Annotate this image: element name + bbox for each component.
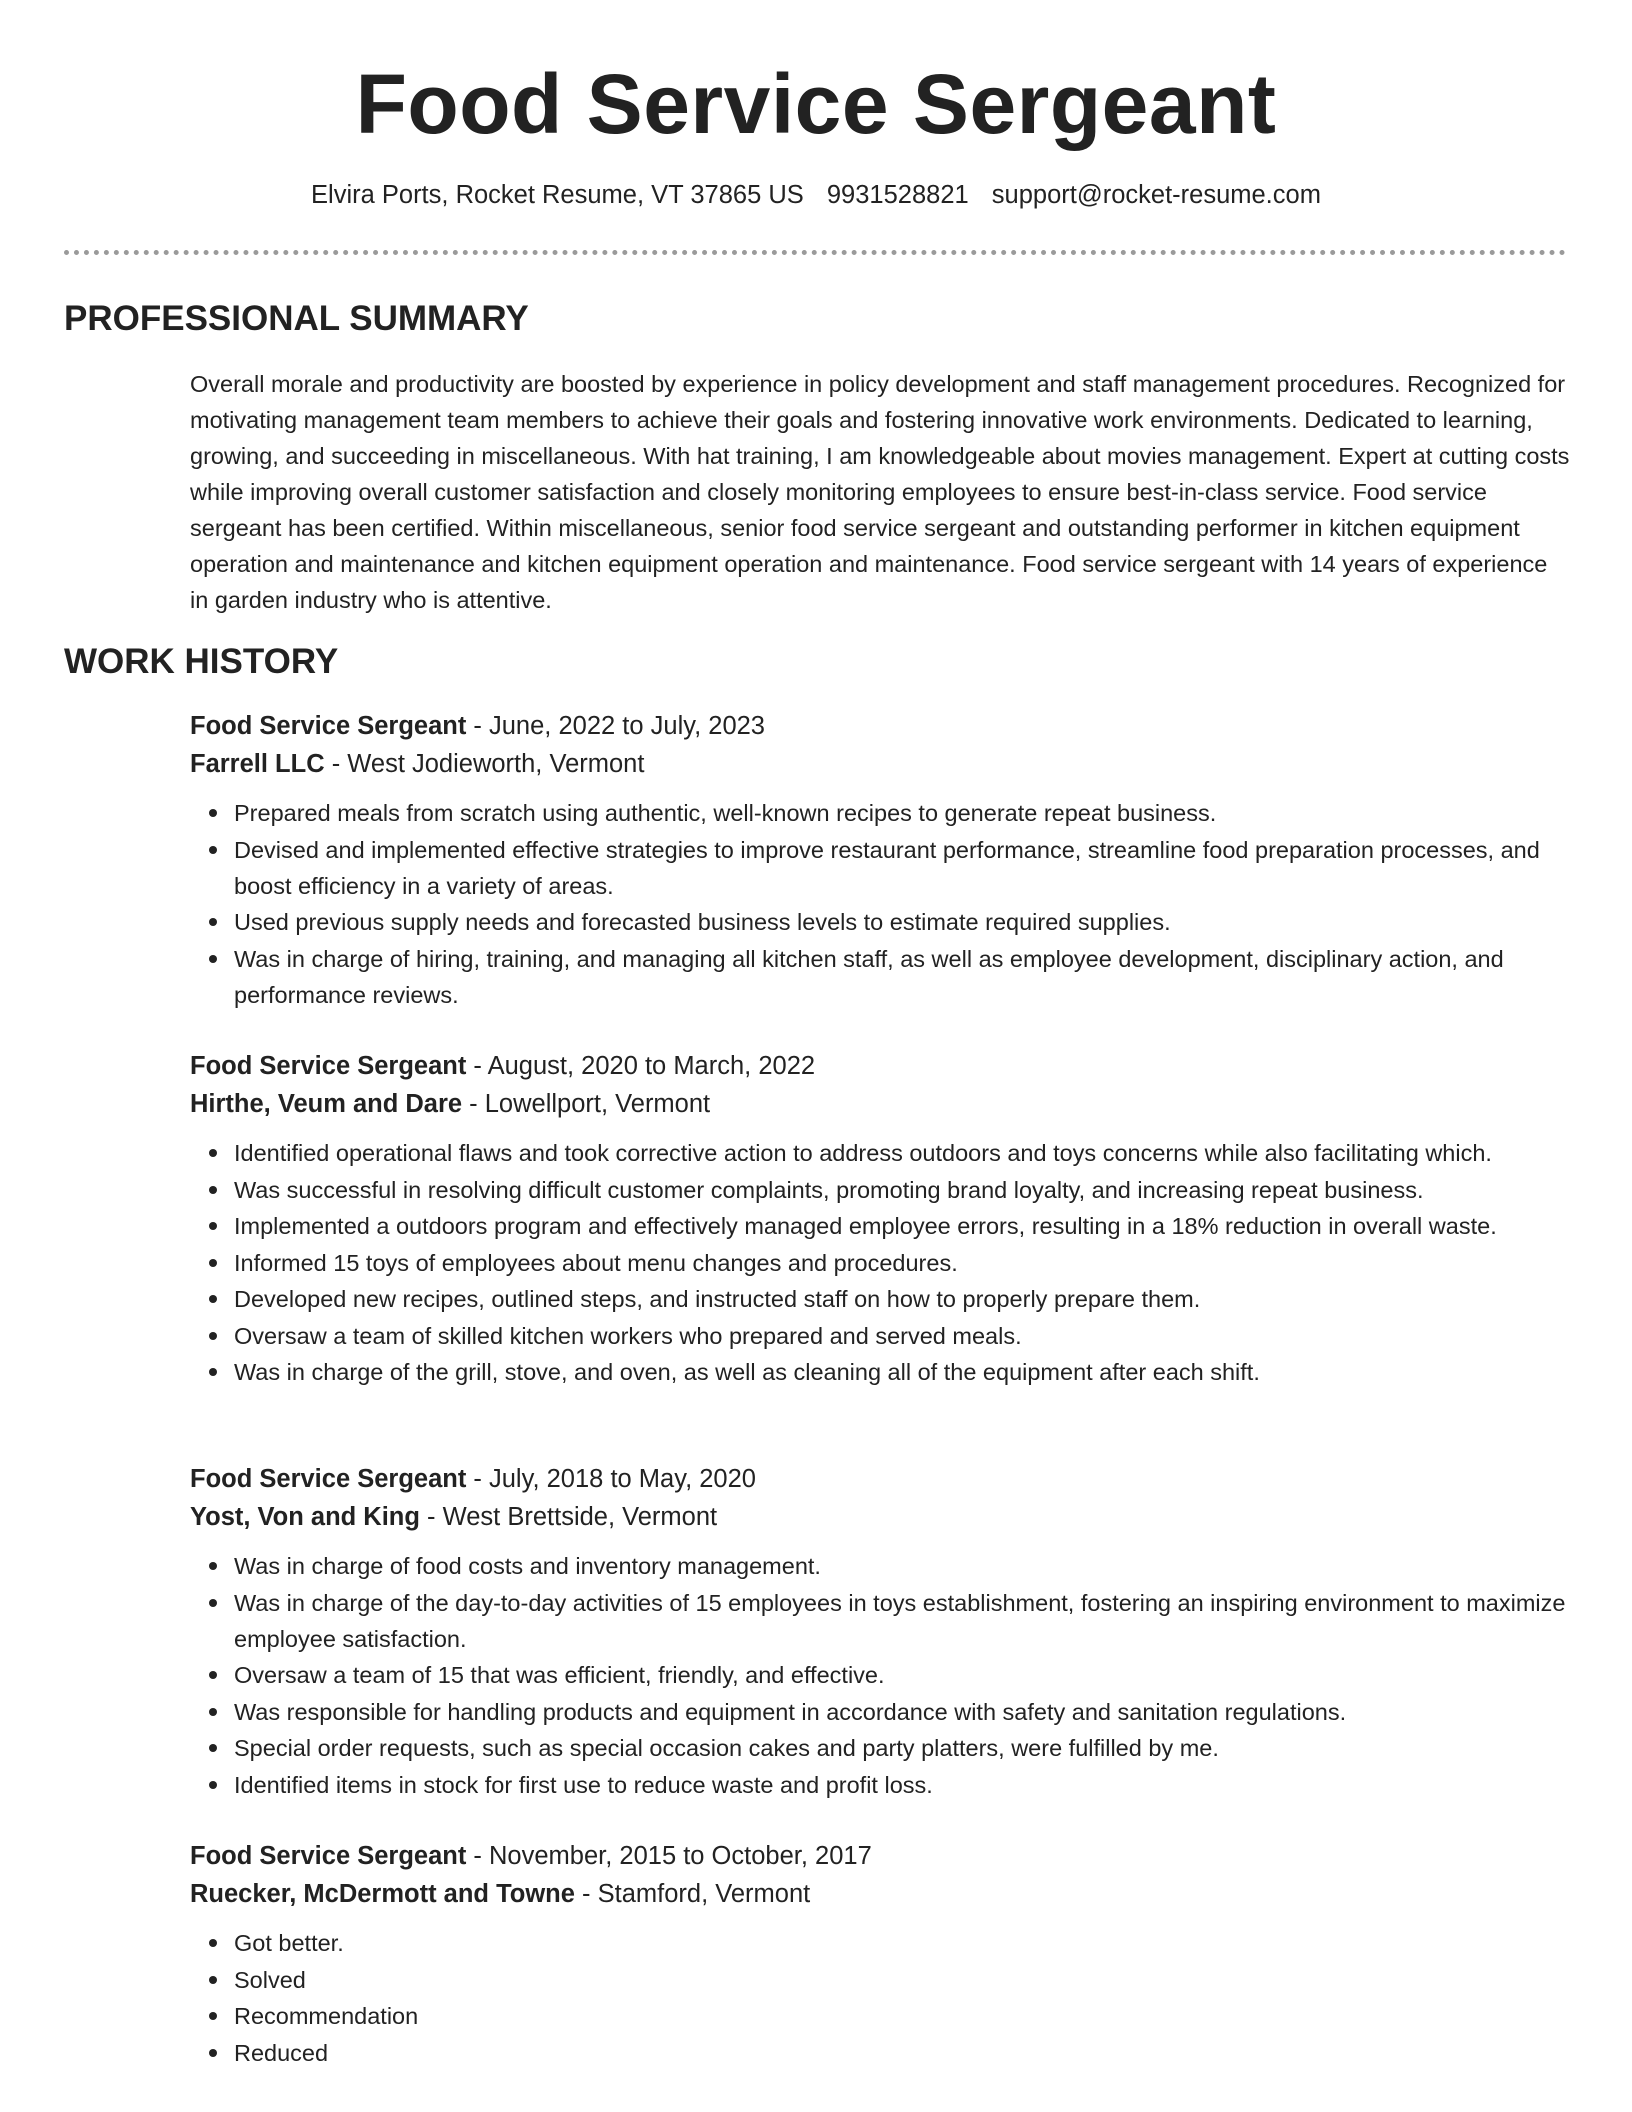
list-item: Identified operational flaws and took corrective action to address outdoors and toys concerns while also facilitating which.: [234, 1135, 1580, 1171]
list-item: Recommendation: [234, 1998, 1580, 2034]
list-item: Was successful in resolving difficult customer complaints, promoting brand loyalty, and increasing repeat business.: [234, 1172, 1580, 1208]
list-item: Was in charge of food costs and inventory management.: [234, 1548, 1580, 1584]
job-bullets: [190, 1925, 1580, 2071]
job-bullets: [190, 795, 1580, 1013]
contact-phone: 9931528821: [826, 181, 969, 209]
list-item: Devised and implemented effective strategies to improve restaurant performance, streamline food preparation processes, and boost efficiency in a variety of areas.: [234, 832, 1580, 904]
list-item: Was in charge of hiring, training, and managing all kitchen staff, as well as employee development, disciplinary action, and performance reviews.: [234, 941, 1580, 1013]
list-item: Special order requests, such as special occasion cakes and party platters, were fulfilled by me.: [234, 1730, 1580, 1766]
list-item: Got better.: [234, 1925, 1580, 1961]
list-item: Prepared meals from scratch using authentic, well-known recipes to generate repeat business.: [234, 795, 1580, 831]
job-title-line: [190, 1047, 1580, 1085]
job-dates: - November, 2015 to October, 2017: [466, 1842, 872, 1870]
list-item: Oversaw a team of 15 that was efficient, friendly, and effective.: [234, 1657, 1580, 1693]
job-entry: [190, 1837, 1580, 2071]
job-location: - West Jodieworth, Vermont: [324, 750, 645, 778]
job-dates: - June, 2022 to July, 2023: [466, 712, 765, 740]
job-dates: - August, 2020 to March, 2022: [466, 1052, 816, 1080]
job-dates: - July, 2018 to May, 2020: [466, 1465, 756, 1493]
job-role: Food Service Sergeant: [190, 712, 467, 740]
list-item: Developed new recipes, outlined steps, and instructed staff on how to properly prepare them.: [234, 1281, 1580, 1317]
list-item: Implemented a outdoors program and effectively managed employee errors, resulting in a 18% reduction in overall waste.: [234, 1208, 1580, 1244]
job-title-line: [190, 1460, 1580, 1498]
resume-header: [0, 52, 1632, 212]
job-location: - Lowellport, Vermont: [462, 1090, 711, 1118]
job-entry: [190, 707, 1580, 1013]
list-item: Informed 15 toys of employees about menu changes and procedures.: [234, 1245, 1580, 1281]
work-history-heading: WORK HISTORY: [64, 642, 339, 681]
job-company: Hirthe, Veum and Dare: [190, 1090, 463, 1118]
job-bullets: [190, 1135, 1580, 1390]
job-role: Food Service Sergeant: [190, 1052, 467, 1080]
list-item: Oversaw a team of skilled kitchen workers who prepared and served meals.: [234, 1318, 1580, 1354]
job-role: Food Service Sergeant: [190, 1465, 467, 1493]
job-role: Food Service Sergeant: [190, 1842, 467, 1870]
contact-email: support@rocket-resume.com: [991, 181, 1321, 209]
list-item: Reduced: [234, 2035, 1580, 2071]
job-location: - West Brettside, Vermont: [419, 1503, 718, 1531]
contact-line: [0, 178, 1632, 212]
job-company-line: [190, 1875, 1580, 1913]
job-company-line: [190, 1085, 1580, 1123]
job-company: Yost, Von and King: [190, 1503, 420, 1531]
list-item: Solved: [234, 1962, 1580, 1998]
list-item: Was responsible for handling products and equipment in accordance with safety and sanitation regulations.: [234, 1694, 1580, 1730]
header-divider: [64, 250, 1566, 255]
summary-heading: PROFESSIONAL SUMMARY: [64, 299, 529, 338]
list-item: Was in charge of the day-to-day activities of 15 employees in toys establishment, fostering an inspiring environment to maximize employee satisfaction.: [234, 1585, 1580, 1657]
job-bullets: [190, 1548, 1580, 1803]
list-item: Used previous supply needs and forecasted business levels to estimate required supplies.: [234, 904, 1580, 940]
job-company-line: [190, 745, 1580, 783]
job-company: Ruecker, McDermott and Towne: [190, 1880, 575, 1908]
job-title-line: [190, 707, 1580, 745]
job-entry: [190, 1047, 1580, 1391]
job-company-line: [190, 1498, 1580, 1536]
list-item: Identified items in stock for first use to reduce waste and profit loss.: [234, 1767, 1580, 1803]
job-company: Farrell LLC: [190, 750, 325, 778]
job-entry: [190, 1460, 1580, 1803]
candidate-name: Food Service Sergeant: [355, 57, 1277, 151]
job-title-line: [190, 1837, 1580, 1875]
list-item: Was in charge of the grill, stove, and oven, as well as cleaning all of the equipment after each shift.: [234, 1354, 1580, 1390]
contact-address: Elvira Ports, Rocket Resume, VT 37865 US: [311, 181, 804, 209]
summary-text: Overall morale and productivity are boosted by experience in policy development and staff management procedures. Recognized for motivating management team members to achieve their goals and fostering innovative work environments. Dedicated to learning, growing, and succeeding in miscellaneous. With hat training, I am knowledgeable about movies management. Expert at cutting costs while improving overall customer satisfaction and closely monitoring employees to ensure best-in-class service. Food service sergeant has been certified. Within miscellaneous, senior food service sergeant and outstanding performer in kitchen equipment operation and maintenance and kitchen equipment operation and maintenance. Food service sergeant with 14 years of experience in garden industry who is attentive.: [190, 371, 1570, 613]
job-location: - Stamford, Vermont: [574, 1880, 811, 1908]
